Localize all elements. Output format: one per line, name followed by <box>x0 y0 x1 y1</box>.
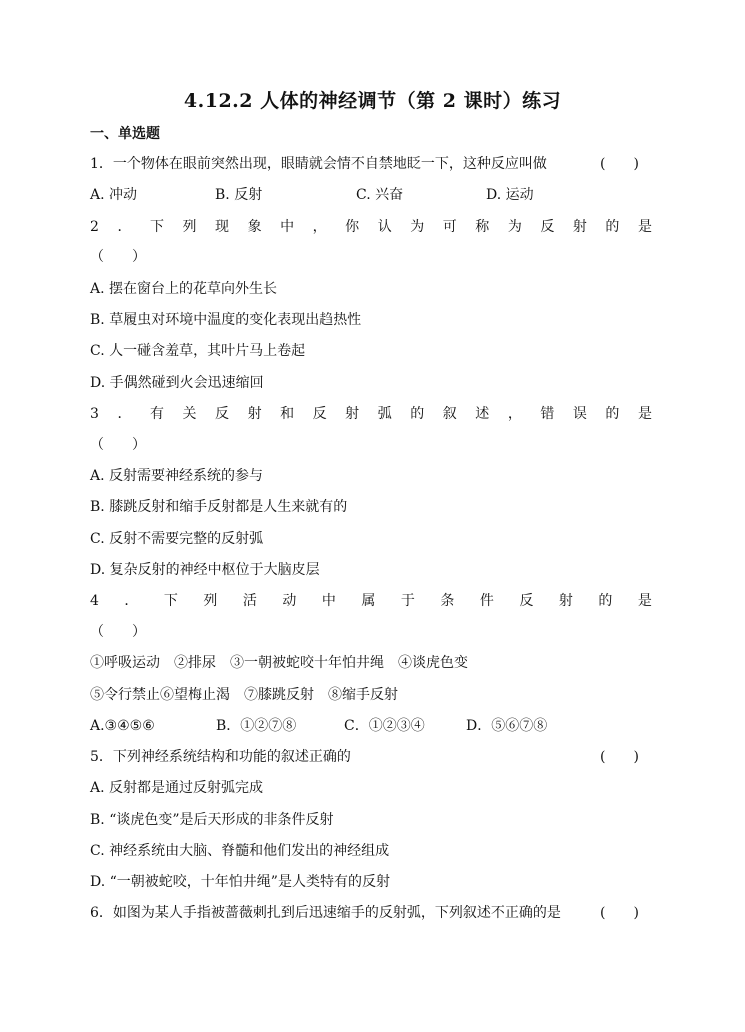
stem-char: 射 <box>247 406 262 422</box>
question-4-option-d: D．⑤⑥⑦⑧ <box>466 718 548 734</box>
question-3-option-c: C. 反射不需要完整的反射弧 <box>90 531 264 547</box>
stem-char: 3 <box>90 406 99 422</box>
stem-char: 属 <box>361 593 376 609</box>
question-2-answer-blank: （ ） <box>90 249 146 265</box>
question-1-answer-blank: ( ) <box>600 156 639 172</box>
stem-char: 列 <box>203 593 218 609</box>
stem-char: 射 <box>558 593 573 609</box>
stem-char: 为 <box>507 219 522 235</box>
question-4-items-line-1: ①呼吸运动 ②排尿 ③一朝被蛇咬十年怕井绳 ④谈虎色变 <box>90 655 468 671</box>
stem-char: 关 <box>182 406 197 422</box>
question-5-answer-blank: ( ) <box>600 749 639 765</box>
question-3-option-a: A. 反射需要神经系统的参与 <box>90 468 264 484</box>
stem-char: 为 <box>410 219 425 235</box>
stem-char: 称 <box>475 219 490 235</box>
stem-char: 误 <box>572 406 587 422</box>
stem-char: 下 <box>149 219 164 235</box>
stem-char: 的 <box>598 593 613 609</box>
question-6-stem: 6．如图为某人手指被蔷薇刺扎到后迅速缩手的反射弧，下列叙述不正确的是 <box>90 905 561 921</box>
stem-char: 是 <box>637 593 652 609</box>
question-5-option-c: C. 神经系统由大脑、脊髓和他们发出的神经组成 <box>90 843 390 859</box>
stem-char: 活 <box>242 593 257 609</box>
stem-char: 列 <box>182 219 197 235</box>
stem-char: 认 <box>377 219 392 235</box>
stem-char: 现 <box>215 219 230 235</box>
stem-char: 的 <box>605 406 620 422</box>
stem-char: 2 <box>90 219 99 235</box>
stem-char: 条 <box>440 593 455 609</box>
question-4-items-line-2: ⑤令行禁止⑥望梅止渴 ⑦膝跳反射 ⑧缩手反射 <box>90 687 398 703</box>
stem-char: ． <box>117 219 132 235</box>
stem-char: 反 <box>540 219 555 235</box>
question-4-option-b: B．①②⑦⑧ <box>216 718 297 734</box>
stem-char: 下 <box>163 593 178 609</box>
question-1-option-a: A. 冲动 <box>90 187 138 203</box>
stem-char: 反 <box>312 406 327 422</box>
question-5-stem: 5．下列神经系统结构和功能的叙述正确的 <box>90 749 351 765</box>
question-2-option-c: C. 人一碰含羞草，其叶片马上卷起 <box>90 343 306 359</box>
stem-char: ． <box>117 406 132 422</box>
section-heading: 一、单选题 <box>90 126 160 142</box>
stem-char: 的 <box>410 406 425 422</box>
question-5-option-d: D. “一朝被蛇咬，十年怕井绳”是人类特有的反射 <box>90 874 390 890</box>
question-2-stem <box>90 217 652 237</box>
stem-char: 4 <box>90 593 99 609</box>
question-4-option-a: A.③④⑤⑥ <box>90 718 155 734</box>
stem-char: 的 <box>605 219 620 235</box>
stem-char: 和 <box>280 406 295 422</box>
stem-char: 象 <box>247 219 262 235</box>
stem-char: 射 <box>572 219 587 235</box>
question-3-answer-blank: （ ） <box>90 437 146 453</box>
stem-char: ． <box>124 593 139 609</box>
question-1-option-d: D. 运动 <box>486 187 534 203</box>
question-2-option-d: D. 手偶然碰到火会迅速缩回 <box>90 375 264 391</box>
question-2-option-a: A. 摆在窗台上的花草向外生长 <box>90 281 278 297</box>
stem-char: ， <box>507 406 522 422</box>
stem-char: 是 <box>637 406 652 422</box>
stem-char: 动 <box>282 593 297 609</box>
stem-char: 叙 <box>442 406 457 422</box>
stem-char: 述 <box>475 406 490 422</box>
question-5-option-b: B. “谈虎色变”是后天形成的非条件反射 <box>90 812 334 828</box>
question-5-option-a: A. 反射都是通过反射弧完成 <box>90 780 264 796</box>
question-1-option-c: C. 兴奋 <box>356 187 404 203</box>
question-4-answer-blank: （ ） <box>90 624 146 640</box>
question-1-stem: 1．一个物体在眼前突然出现，眼睛就会情不自禁地眨一下，这种反应叫做 <box>90 156 547 172</box>
stem-char: 于 <box>400 593 415 609</box>
question-3-option-d: D. 复杂反射的神经中枢位于大脑皮层 <box>90 562 320 578</box>
stem-char: 中 <box>280 219 295 235</box>
stem-char: 可 <box>442 219 457 235</box>
question-2-option-b: B. 草履虫对环境中温度的变化表现出趋热性 <box>90 312 362 328</box>
question-6-answer-blank: ( ) <box>600 905 639 921</box>
stem-char: 有 <box>149 406 164 422</box>
stem-char: 中 <box>321 593 336 609</box>
page-title: 4.12.2 人体的神经调节（第 2 课时）练习 <box>183 90 562 112</box>
question-4-stem <box>90 591 652 611</box>
question-4-option-c: C．①②③④ <box>344 718 425 734</box>
stem-char: 错 <box>540 406 555 422</box>
question-3-stem <box>90 404 652 424</box>
stem-char: 弧 <box>377 406 392 422</box>
stem-char: 你 <box>345 219 360 235</box>
stem-char: 反 <box>215 406 230 422</box>
stem-char: 反 <box>519 593 534 609</box>
question-3-option-b: B. 膝跳反射和缩手反射都是人生来就有的 <box>90 499 348 515</box>
stem-char: 件 <box>479 593 494 609</box>
stem-char: ， <box>312 219 327 235</box>
stem-char: 射 <box>345 406 360 422</box>
stem-char: 是 <box>637 219 652 235</box>
question-1-option-b: B. 反射 <box>215 187 263 203</box>
